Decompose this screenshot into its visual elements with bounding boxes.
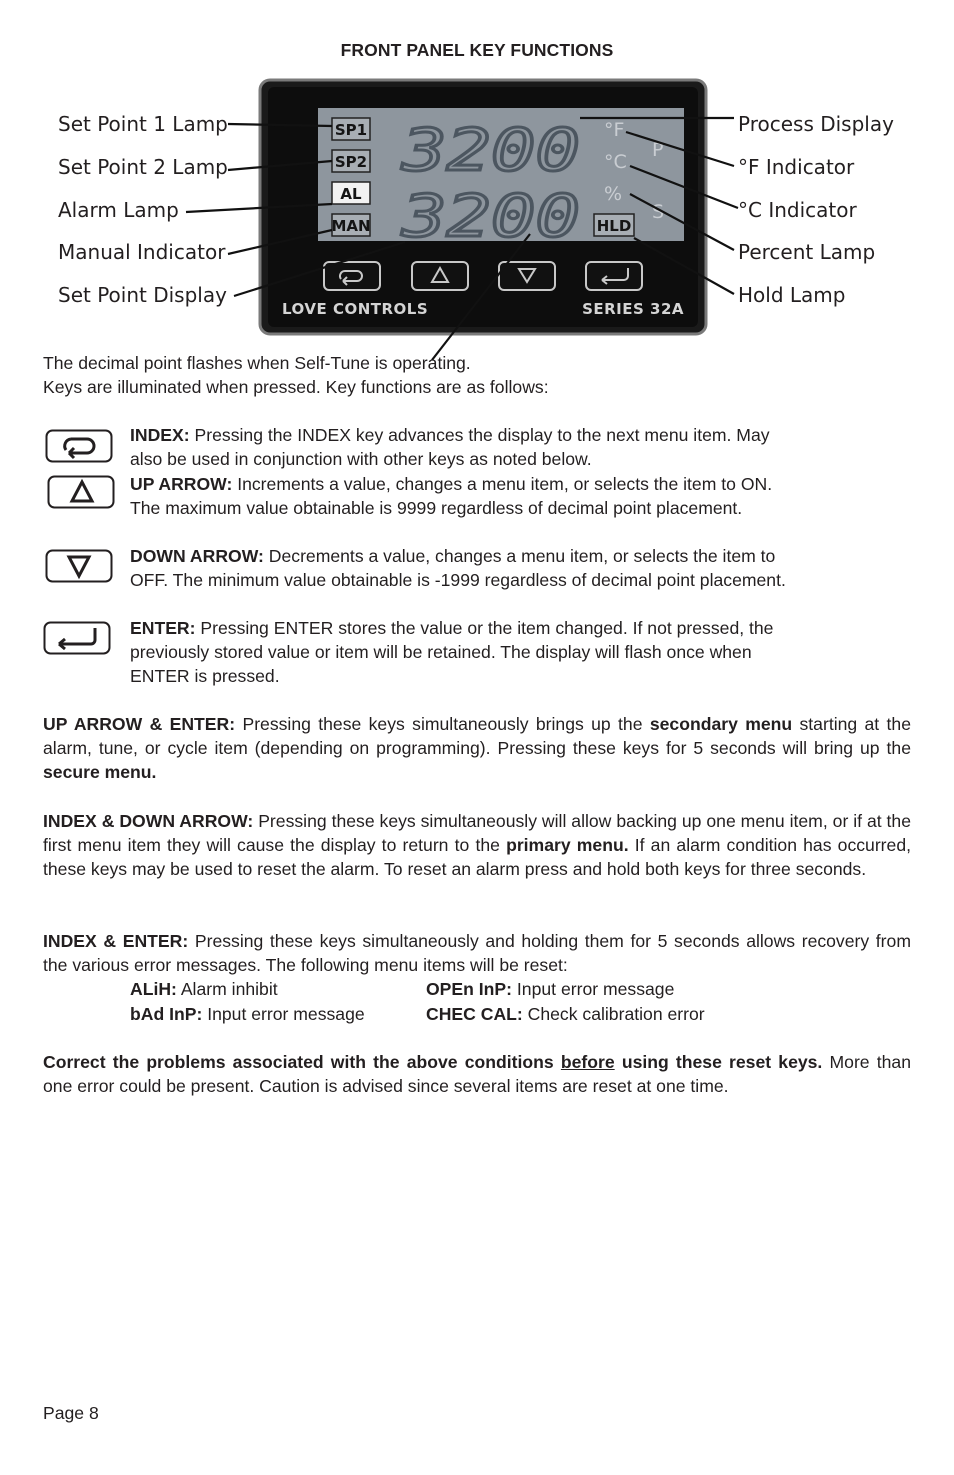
sp1-lamp [332,118,370,140]
callout-set-point-display: Set Point Display [58,283,227,307]
callout-process-display: Process Display [738,112,894,136]
down-arrow-key-text: Decrements a value, changes a menu item, or selects the item to OFF. The minimum value obtainable is -1999 regardless of decimal point placement. [130,546,786,591]
callout-c-indicator: °C Indicator [738,198,857,222]
caution-bold-2: using these reset keys. [614,1052,823,1072]
s-indicator: S [652,201,665,223]
reset-item-open-inp [426,977,674,1001]
set-point-display: 3200 [400,182,580,250]
front-panel-diagram [0,70,954,370]
down-arrow-key-title: DOWN ARROW: [130,546,264,566]
panel-index-key [324,262,380,290]
caution-before-underlined: before [560,1052,615,1072]
primary-menu-term: primary menu. [506,835,629,856]
page-number: Page 8 [43,1403,99,1423]
percent-lamp: % [604,183,623,205]
up-arrow-enter-text-1: Pressing these keys simultaneously brings up the [235,714,650,734]
panel-enter-key [586,262,642,290]
up-arrow-key-description [130,472,800,520]
callout-f-indicator: °F Indicator [738,155,855,179]
up-arrow-key-icon [47,475,115,509]
index-key-title: INDEX: [130,425,190,445]
down-arrow-key-description [130,544,800,592]
index-down-arrow-text-1: Pressing these keys simultaneously will allow backing up one menu item, or if at the first menu item they will cause the display to return to the [43,811,912,856]
callout-percent-lamp: Percent Lamp [738,240,876,264]
callout-hold-lamp: Hold Lamp [738,283,846,307]
enter-key-title: ENTER: [130,618,196,638]
caution-bold-1: Correct the problems associated with the above conditions [43,1052,561,1072]
reset-item-bad-inp [130,1002,365,1026]
intro-line-2: Keys are illuminated when pressed. Key functions are as follows: [43,377,549,397]
brand-label: LOVE CONTROLS [282,300,429,318]
intro-line-1: The decimal point flashes when Self-Tune is operating. [43,353,471,373]
panel-down-key [499,262,555,290]
manual-indicator-label: MAN [331,217,371,235]
reset-item-desc: Input error message [202,1004,365,1024]
secure-menu-term: secure menu. [43,762,157,783]
callout-set-point-2-lamp: Set Point 2 Lamp [58,155,228,179]
enter-key-description [130,616,800,689]
index-down-arrow-text-2: If an alarm condition has occurred, these keys may be used to reset the alarm. To reset an alarm press and hold both keys for three seconds. [43,835,911,880]
up-arrow-enter-title: UP ARROW & ENTER: [43,714,236,734]
reset-item-code: bAd InP: [130,1004,203,1024]
alarm-lamp-label: AL [340,185,362,203]
p-indicator: P [652,139,664,161]
panel-up-key [412,262,468,290]
up-arrow-enter-text-2: starting at the alarm, tune, or cycle item (depending on programming). Pressing these keys for 5 seconds will bring up the [43,714,911,759]
index-enter-title: INDEX & ENTER: [43,931,189,951]
callout-set-point-1-lamp: Set Point 1 Lamp [58,112,228,136]
reset-item-code: OPEn InP: [426,979,513,999]
index-enter-text: Pressing these keys simultaneously and holding them for 5 seconds allows recovery from the various error messages. The following menu items will be reset: [43,931,911,976]
up-arrow-key-text: Increments a value, changes a menu item, or selects the item to ON. The maximum value obtainable is 9999 regardless of decimal point placement. [130,474,773,519]
reset-item-desc: Alarm inhibit [176,979,278,999]
up-arrow-key-title: UP ARROW: [130,474,233,494]
reset-item-code: ALiH: [130,979,177,999]
process-display: 3200 [400,116,580,184]
secondary-menu-term: secondary menu [649,714,793,734]
reset-item-code: CHEC CAL: [426,1004,523,1024]
callout-manual-indicator: Manual Indicator [58,240,226,264]
sp1-lamp-label: SP1 [334,121,368,139]
manual-indicator [331,214,370,236]
index-key-icon [45,429,113,463]
index-key-text: Pressing the INDEX key advances the display to the next menu item. May also be used in conjunction with other keys as noted below. [130,425,770,470]
index-key-description [130,423,800,471]
sp2-lamp [332,150,370,172]
enter-key-text: Pressing ENTER stores the value or the item changed. If not pressed, the previously stored value or item will be retained. The display will flash once when ENTER is pressed. [130,618,774,687]
hold-lamp-label: HLD [596,217,632,235]
index-enter-paragraph [43,929,911,977]
caution-text: More than one error could be present. Caution is advised since several items are reset at one time. [43,1052,912,1097]
reset-item-chec-cal [426,1002,705,1026]
up-arrow-enter-paragraph [43,712,911,785]
page-title: FRONT PANEL KEY FUNCTIONS [340,40,614,60]
index-down-arrow-title: INDEX & DOWN ARROW: [43,811,254,831]
celsius-indicator: °C [604,151,627,173]
hold-lamp [594,214,634,236]
reset-item-desc: Check calibration error [522,1004,705,1024]
caution-paragraph [43,1050,911,1098]
alarm-lamp [332,182,370,204]
enter-key-icon [43,621,111,655]
down-arrow-key-icon [45,549,113,583]
index-down-arrow-paragraph [43,809,911,882]
fahrenheit-indicator: °F [604,119,625,141]
reset-item-desc: Input error message [512,979,675,999]
callout-alarm-lamp: Alarm Lamp [58,198,179,222]
reset-item-alih [130,977,278,1001]
sp2-lamp-label: SP2 [334,153,368,171]
series-label: SERIES 32A [582,300,684,318]
